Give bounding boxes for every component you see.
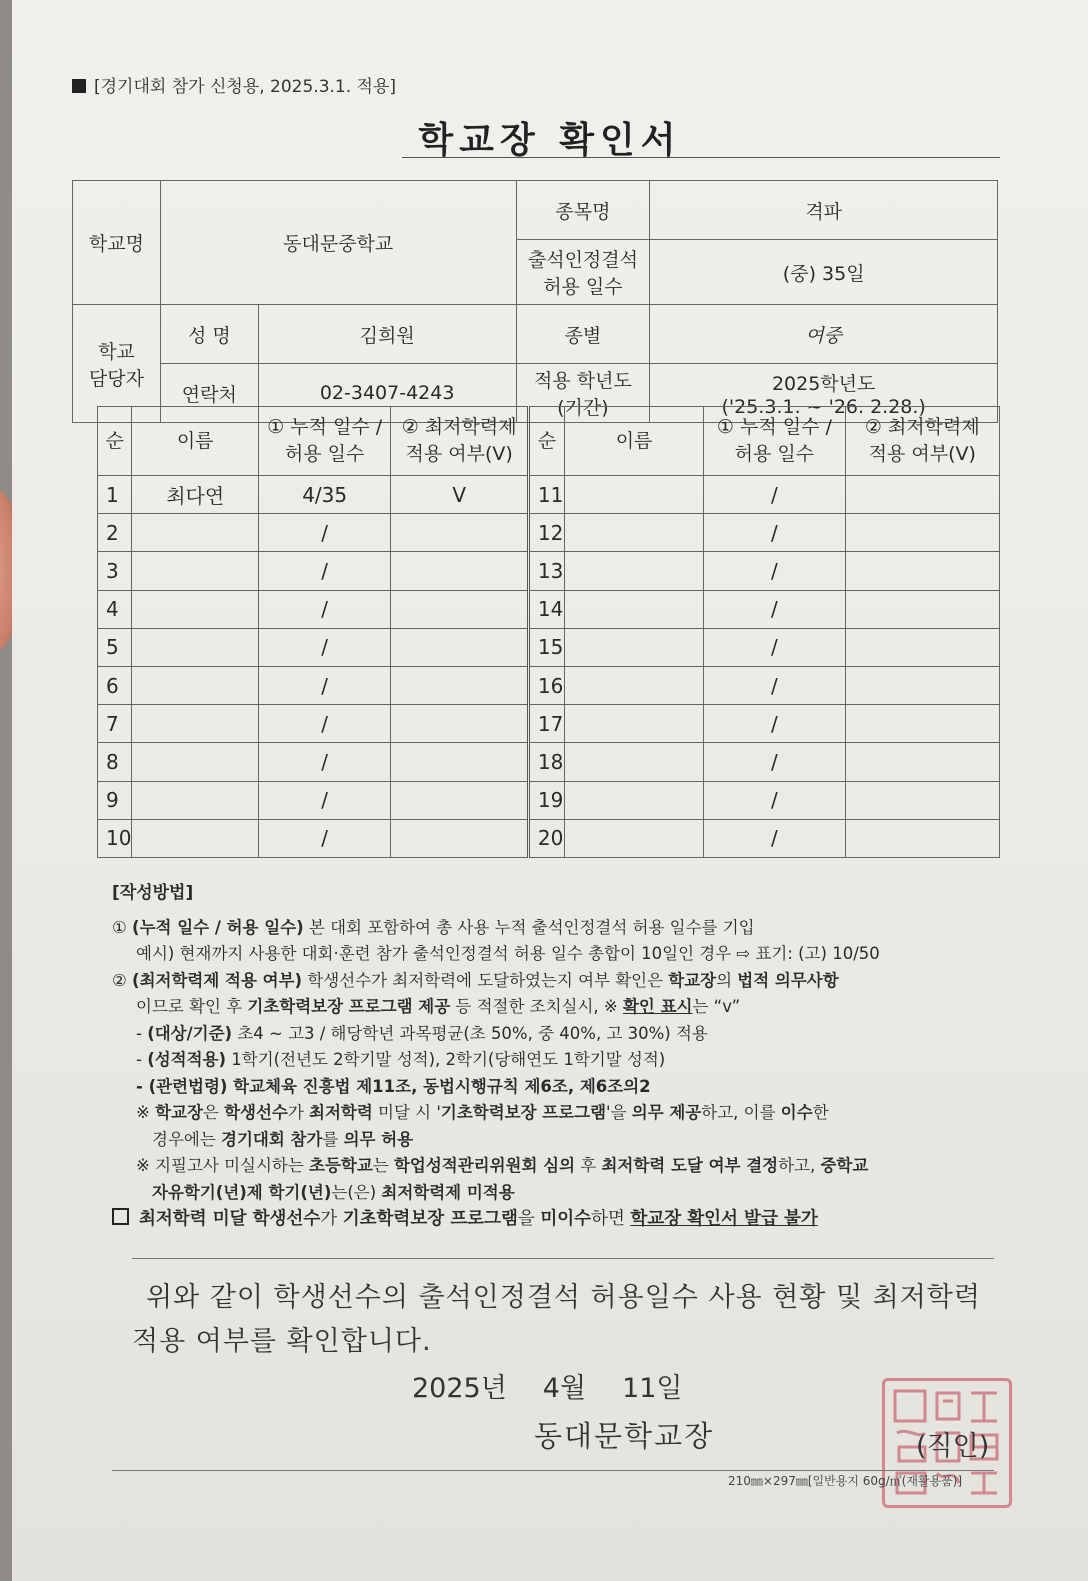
row-days-2: / xyxy=(704,705,845,743)
row-days: / xyxy=(258,552,391,590)
header-name-2: 이름 xyxy=(564,407,703,476)
header-days xyxy=(258,407,391,476)
row-no: 5 xyxy=(98,628,132,666)
black-square-icon xyxy=(72,79,86,93)
row-check xyxy=(391,514,528,552)
event-label: 종목명 xyxy=(516,181,650,240)
row-no-2: 13 xyxy=(528,552,564,590)
row-days: / xyxy=(258,743,391,781)
confirm-separator xyxy=(132,1258,994,1259)
row-no-2: 17 xyxy=(528,705,564,743)
row-days-2: / xyxy=(704,819,845,857)
writing-method xyxy=(112,880,1002,1233)
manager-label xyxy=(73,305,161,423)
row-days: / xyxy=(258,590,391,628)
row-check-2 xyxy=(845,666,999,704)
row-name xyxy=(132,819,258,857)
row-check xyxy=(391,819,528,857)
row-check xyxy=(391,705,528,743)
method-line-10: ※ 지필고사 미실시하는 초등학교는 학업성적관리위원회 심의 후 최저학력 도달 여부 결정하고, 중학교 xyxy=(136,1156,869,1175)
header-check xyxy=(391,407,528,476)
row-days: / xyxy=(258,705,391,743)
row-check-2 xyxy=(845,514,999,552)
row-no: 3 xyxy=(98,552,132,590)
row-no: 10 xyxy=(98,819,132,857)
row-check xyxy=(391,743,528,781)
row-name-2 xyxy=(564,590,703,628)
row-check-2 xyxy=(845,819,999,857)
principal-name: 동대문학교장 xyxy=(534,1419,715,1453)
contact-label: 연락처 xyxy=(160,364,258,423)
row-no: 9 xyxy=(98,781,132,819)
method-line-11: 자유학기(년)제 학기(년)는(은) 최저학력제 미적용 xyxy=(152,1182,515,1202)
row-no-2: 11 xyxy=(528,476,564,514)
checkbox-square-icon xyxy=(112,1208,129,1225)
header-note xyxy=(72,72,396,97)
row-days-2: / xyxy=(704,628,845,666)
table-row xyxy=(98,781,1000,819)
row-check xyxy=(391,628,528,666)
confirm-statement xyxy=(132,1276,1012,1364)
table-row xyxy=(98,476,1000,514)
table-row xyxy=(98,705,1000,743)
year-value-line1: 2025학년도 xyxy=(771,372,876,395)
row-days-2: / xyxy=(704,514,845,552)
school-value: 동대문중학교 xyxy=(160,181,516,305)
row-days: / xyxy=(258,819,391,857)
date-month: 4월 xyxy=(542,1373,587,1404)
header-check-line2: 적용 여부(V) xyxy=(405,443,513,465)
row-name-2 xyxy=(564,552,703,590)
year-label-line1: 적용 학년도 xyxy=(534,370,632,392)
row-days-2: / xyxy=(704,552,845,590)
manager-label-line2: 담당자 xyxy=(88,367,144,390)
row-name-2 xyxy=(564,743,703,781)
method-line-6: - (성적적용) 1학기(전년도 2학기말 성적), 2학기(당해연도 1학기말 성적) xyxy=(136,1050,666,1069)
row-check-2 xyxy=(845,705,999,743)
row-no: 1 xyxy=(98,476,132,514)
row-check-2 xyxy=(845,743,999,781)
row-name-2 xyxy=(564,819,703,857)
row-name-2 xyxy=(564,514,703,552)
header-name: 이름 xyxy=(132,407,258,476)
method-line-7: - (관련법령) 학교체육 진흥법 제11조, 동법시행규칙 제6조, 제6조의2 xyxy=(136,1076,651,1096)
method-line-4: 이므로 확인 후 기초학력보장 프로그램 제공 등 적절한 조치실시, ※ 확인 표시는 “v” xyxy=(136,997,741,1016)
row-check-2 xyxy=(845,781,999,819)
row-no: 8 xyxy=(98,743,132,781)
row-no: 7 xyxy=(98,705,132,743)
row-name xyxy=(132,514,258,552)
header-note-text: [경기대회 참가 신청용, 2025.3.1. 적용] xyxy=(94,77,397,97)
row-no: 2 xyxy=(98,514,132,552)
row-name: 최다연 xyxy=(132,476,258,514)
row-days-2: / xyxy=(704,590,845,628)
method-line-2: 예시) 현재까지 사용한 대회·훈련 참가 출석인정결석 허용 일수 총합이 10일인 경우 ⇨ 표기: (고) 10/50 xyxy=(136,944,880,963)
table-row xyxy=(98,628,1000,666)
table-row xyxy=(98,552,1000,590)
confirm-line-1: 위와 같이 학생선수의 출석인정결석 허용일수 사용 현황 및 최저학력 xyxy=(146,1282,981,1313)
row-days: / xyxy=(258,781,391,819)
row-no: 4 xyxy=(98,590,132,628)
category-value: 여중 xyxy=(650,305,998,364)
list-body xyxy=(98,476,1000,858)
title-underline xyxy=(402,157,1000,158)
seal-label: (직인) xyxy=(916,1431,990,1462)
row-name xyxy=(132,590,258,628)
header-no: 순 xyxy=(98,407,132,476)
student-list-table xyxy=(97,406,1000,858)
row-no-2: 14 xyxy=(528,590,564,628)
row-no-2: 16 xyxy=(528,666,564,704)
school-label: 학교명 xyxy=(73,181,161,305)
row-days-2: / xyxy=(704,743,845,781)
row-days-2: / xyxy=(704,666,845,704)
header-days-2-line1: ① 누적 일수 / xyxy=(716,416,832,439)
method-line-8: ※ 학교장은 학생선수가 최저학력 미달 시 '기초학력보장 프로그램'을 의무 제공하고, 이를 이수한 xyxy=(136,1103,829,1122)
row-no: 6 xyxy=(98,666,132,704)
row-days: / xyxy=(258,628,391,666)
row-name xyxy=(132,781,258,819)
name-label: 성 명 xyxy=(160,305,258,364)
row-days: / xyxy=(258,666,391,704)
row-no-2: 19 xyxy=(528,781,564,819)
method-final-notice: 최저학력 미달 학생선수가 기초학력보장 프로그램을 미이수하면 학교장 확인서 발급 불가 xyxy=(112,1206,1002,1233)
date-day: 11일 xyxy=(622,1373,683,1404)
row-check xyxy=(391,666,528,704)
row-no-2: 18 xyxy=(528,743,564,781)
allowed-label xyxy=(516,240,650,305)
table-row xyxy=(98,666,1000,704)
year-label-line2: (기간) xyxy=(557,397,609,419)
row-days: 4/35 xyxy=(258,476,391,514)
document-paper xyxy=(12,0,1088,1581)
confirm-line-2: 적용 여부를 확인합니다. xyxy=(132,1326,432,1357)
header-days-line1: ① 누적 일수 / xyxy=(267,416,383,439)
year-value-line2: ('25.3.1. ~ '26. 2.28.) xyxy=(721,395,926,418)
row-name-2 xyxy=(564,628,703,666)
row-name xyxy=(132,552,258,590)
row-name-2 xyxy=(564,781,703,819)
info-table xyxy=(72,180,998,423)
row-name-2 xyxy=(564,666,703,704)
row-name-2 xyxy=(564,476,703,514)
table-row xyxy=(98,514,1000,552)
method-line-3: ② (최저학력제 적용 여부) 학생선수가 최저학력에 도달하였는지 여부 확인은 학교장의 법적 의무사항 xyxy=(112,970,839,990)
issue-date xyxy=(412,1366,719,1405)
header-days-line2: 허용 일수 xyxy=(284,443,365,465)
row-check xyxy=(391,552,528,590)
contact-value: 02-3407-4243 xyxy=(258,364,516,423)
document-title: 학교장 확인서 xyxy=(418,120,682,161)
row-name xyxy=(132,705,258,743)
event-value: 격파 xyxy=(650,181,998,240)
row-days-2: / xyxy=(704,781,845,819)
header-no-2: 순 xyxy=(528,407,564,476)
header-check-2-line2: 적용 여부(V) xyxy=(868,443,976,465)
table-row xyxy=(98,743,1000,781)
row-check-2 xyxy=(845,590,999,628)
name-value: 김희원 xyxy=(258,305,516,364)
row-name xyxy=(132,628,258,666)
manager-label-line1: 학교 xyxy=(98,340,135,363)
row-name xyxy=(132,666,258,704)
header-days-2 xyxy=(704,407,845,476)
paper-spec-footer: 210㎜×297㎜[일반용지 60g/㎡(재활용품)] xyxy=(728,1474,963,1488)
method-line-9: 경우에는 경기대회 참가를 의무 허용 xyxy=(152,1129,414,1149)
header-check-line1: ② 최저학력제 xyxy=(401,416,517,439)
allowed-label-line2: 허용 일수 xyxy=(543,276,623,298)
row-check xyxy=(391,590,528,628)
method-heading: [작성방법] xyxy=(112,883,194,903)
row-name xyxy=(132,743,258,781)
row-no-2: 20 xyxy=(528,819,564,857)
method-line-1: ① (누적 일수 / 허용 일수) 본 대회 포함하여 총 사용 누적 출석인정결석 허용 일수를 기입 xyxy=(112,917,755,937)
row-name-2 xyxy=(564,705,703,743)
row-check xyxy=(391,781,528,819)
row-check: V xyxy=(391,476,528,514)
category-label: 종별 xyxy=(516,305,650,364)
method-line-5: - (대상/기준) 초4 ~ 고3 / 해당학년 과목평균(초 50%, 중 40%, 고 30%) 적용 xyxy=(136,1023,708,1043)
bottom-rule xyxy=(112,1470,994,1471)
row-check-2 xyxy=(845,628,999,666)
row-no-2: 12 xyxy=(528,514,564,552)
allowed-label-line1: 출석인정결석 xyxy=(527,249,638,271)
row-no-2: 15 xyxy=(528,628,564,666)
row-check-2 xyxy=(845,476,999,514)
table-row xyxy=(98,590,1000,628)
row-days: / xyxy=(258,514,391,552)
header-days-2-line2: 허용 일수 xyxy=(734,443,815,465)
row-days-2: / xyxy=(704,476,845,514)
date-year: 2025년 xyxy=(412,1373,507,1404)
allowed-value: (중) 35일 xyxy=(650,240,998,305)
row-check-2 xyxy=(845,552,999,590)
header-check-2-line1: ② 최저학력제 xyxy=(864,416,980,439)
list-header-row xyxy=(98,407,1000,476)
header-check-2 xyxy=(845,407,999,476)
table-row xyxy=(98,819,1000,857)
